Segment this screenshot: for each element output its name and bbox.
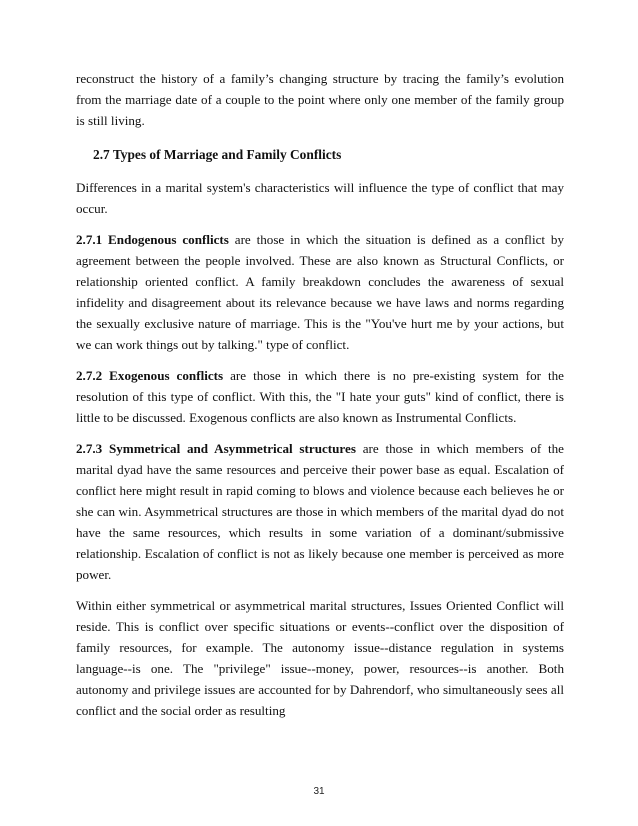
exogenous-term: 2.7.2 Exogenous conflicts [76,368,224,383]
endogenous-term: 2.7.1 Endogenous conflicts [76,232,229,247]
exogenous-paragraph [76,365,564,428]
document-page [76,68,564,731]
symmetrical-paragraph [76,438,564,585]
exogenous-text: are those in which there is no pre-existing system for the resolution of this type of conflict. With this, the "I hate your guts" kind of conflict, there is little to be discussed. Exogenous conflicts are also known as Instrumental Conflicts. [76,368,564,425]
endogenous-text: are those in which the situation is defined as a conflict by agreement between the people involved. These are also known as Structural Conflicts, or relationship oriented conflict. A family breakdown concludes the awareness of sexual infidelity and disagreement about its relevance because we have laws and norms regarding the sexually exclusive nature of marriage. This is the "You've hurt me by your actions, but we can work things out by talking." type of conflict. [76,232,564,352]
symmetrical-text: are those in which members of the marital dyad have the same resources and perceive their power base as equal. Escalation of conflict here might result in rapid coming to blows and violence because each believes he or she can win. Asymmetrical structures are those in which members of the marital dyad do not have the same resources, which results in some variation of a dominant/submissive relationship. Escalation of conflict is not as likely because one member is perceived as more power. [76,441,564,582]
endogenous-paragraph [76,229,564,355]
section-intro-paragraph: Differences in a marital system's characteristics will influence the type of conflict that may occur. [76,180,564,216]
intro-paragraph: reconstruct the history of a family’s changing structure by tracing the family’s evolution from the marriage date of a couple to the point where only one member of the family group is still living. [76,71,564,128]
issues-paragraph: Within either symmetrical or asymmetrical marital structures, Issues Oriented Conflict will reside. This is conflict over specific situations or events--conflict over the disposition of family resources, for example. The autonomy issue--distance regulation in systems language--is one. The "privilege" issue--money, power, resources--is another. Both autonomy and privilege issues are accounted for by Dahrendorf, who simultaneously sees all conflict and the social order as resulting [76,598,564,718]
symmetrical-term: 2.7.3 Symmetrical and Asymmetrical structures [76,441,356,456]
page-number: 31 [313,786,325,797]
section-heading: 2.7 Types of Marriage and Family Conflicts [93,147,342,162]
